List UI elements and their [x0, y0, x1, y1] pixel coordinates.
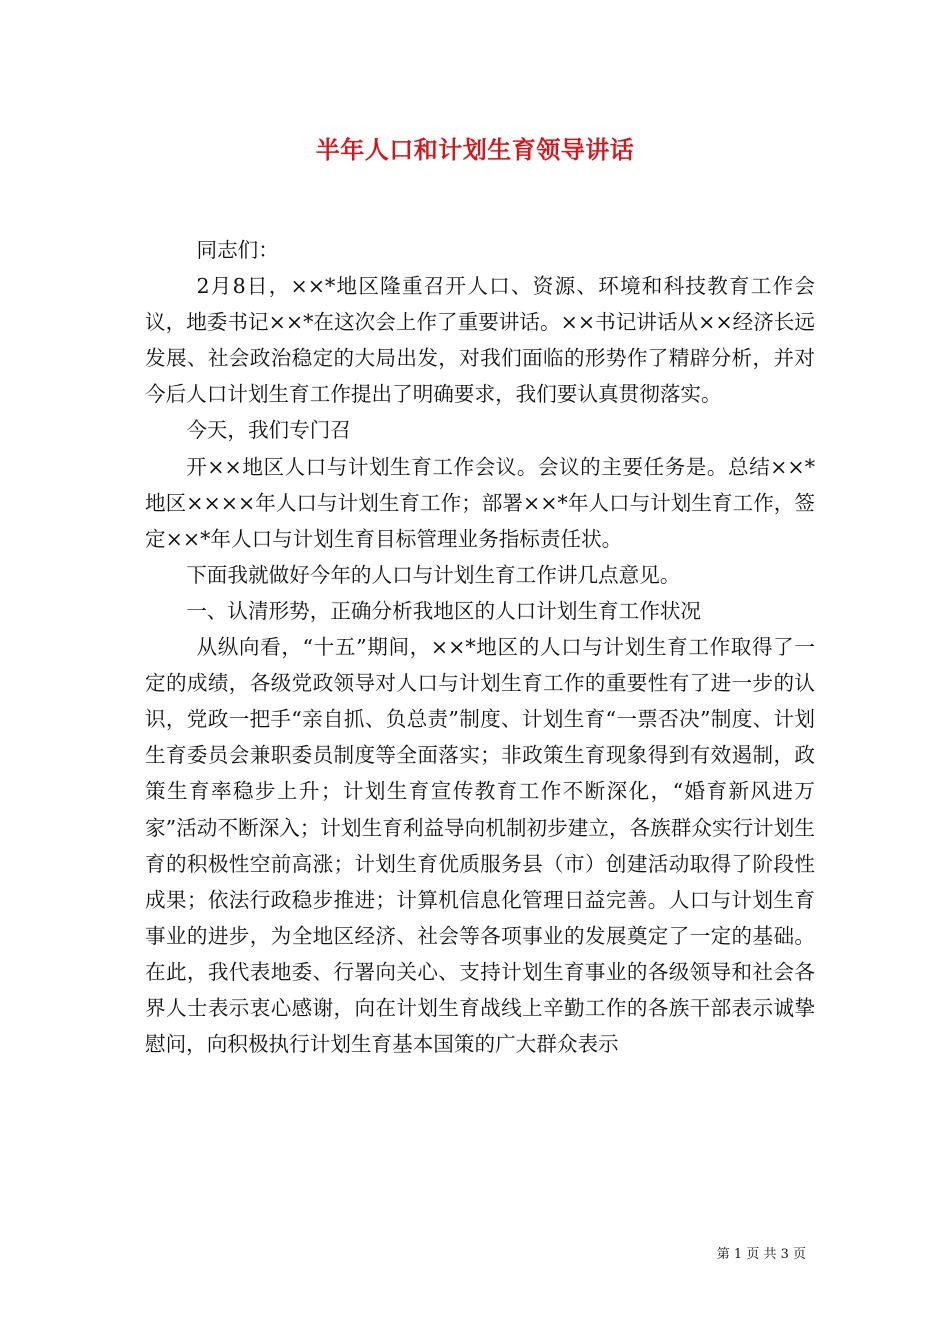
paragraph-meeting-tasks: 开××地区人口与计划生育工作会议。会议的主要任务是。总结××*地区××××年人口与计划生育工作；部署××*年人口与计划生育工作，签定××*年人口与计划生育目标管理业务指标责任状。: [145, 454, 815, 551]
paragraph-achievements: 从纵向看，“十五”期间，××*地区的人口与计划生育工作取得了一定的成绩，各级党政领导对人口与计划生育工作的重要性有了进一步的认识，党政一把手“亲自抓、负总责”制度、计划生育“一票否决”制度、计划生育委员会兼职委员制度等全面落实；非政策生育现象得到有效遏制，政策生育率稳步上升；计划生育宣传教育工作不断深化，“婚育新风进万家”活动不断深入；计划生育利益导向机制初步建立，各族群众实行计划生育的积极性空前高涨；计划生育优质服务县（市）创建活动取得了阶段性成果；依法行政稳步推进；计算机信息化管理日益完善。人口与计划生育事业的进步，为全地区经济、社会等各项事业的发展奠定了一定的基础。在此，我代表地委、行署向关心、支持计划生育事业的各级领导和社会各界人士表示衷心感谢，向在计划生育战线上辛勤工作的各族干部表示诚挚慰问，向积极执行计划生育基本国策的广大群众表示: [145, 635, 815, 1057]
page-title: 半年人口和计划生育领导讲话: [315, 135, 635, 164]
salutation: 同志们：: [196, 238, 279, 262]
paragraph-today: 今天，我们专门召: [186, 418, 351, 443]
section-heading-1: 一、认清形势，正确分析我地区的人口计划生育工作状况: [186, 598, 702, 623]
paragraph-opinions: 下面我就做好今年的人口与计划生育工作讲几点意见。: [186, 562, 681, 587]
page-indicator: 第 1 页 共 3 页: [716, 1247, 806, 1262]
document-body: [145, 232, 815, 1062]
paragraph-meeting-intro: 2月8日，××*地区隆重召开人口、资源、环境和科技教育工作会议，地委书记××*在这次会上作了重要讲话。××书记讲话从××经济长远发展、社会政治稳定的大局出发，对我们面临的形势作了精辟分析，并对今后人口计划生育工作提出了明确要求，我们要认真贯彻落实。: [145, 274, 815, 407]
